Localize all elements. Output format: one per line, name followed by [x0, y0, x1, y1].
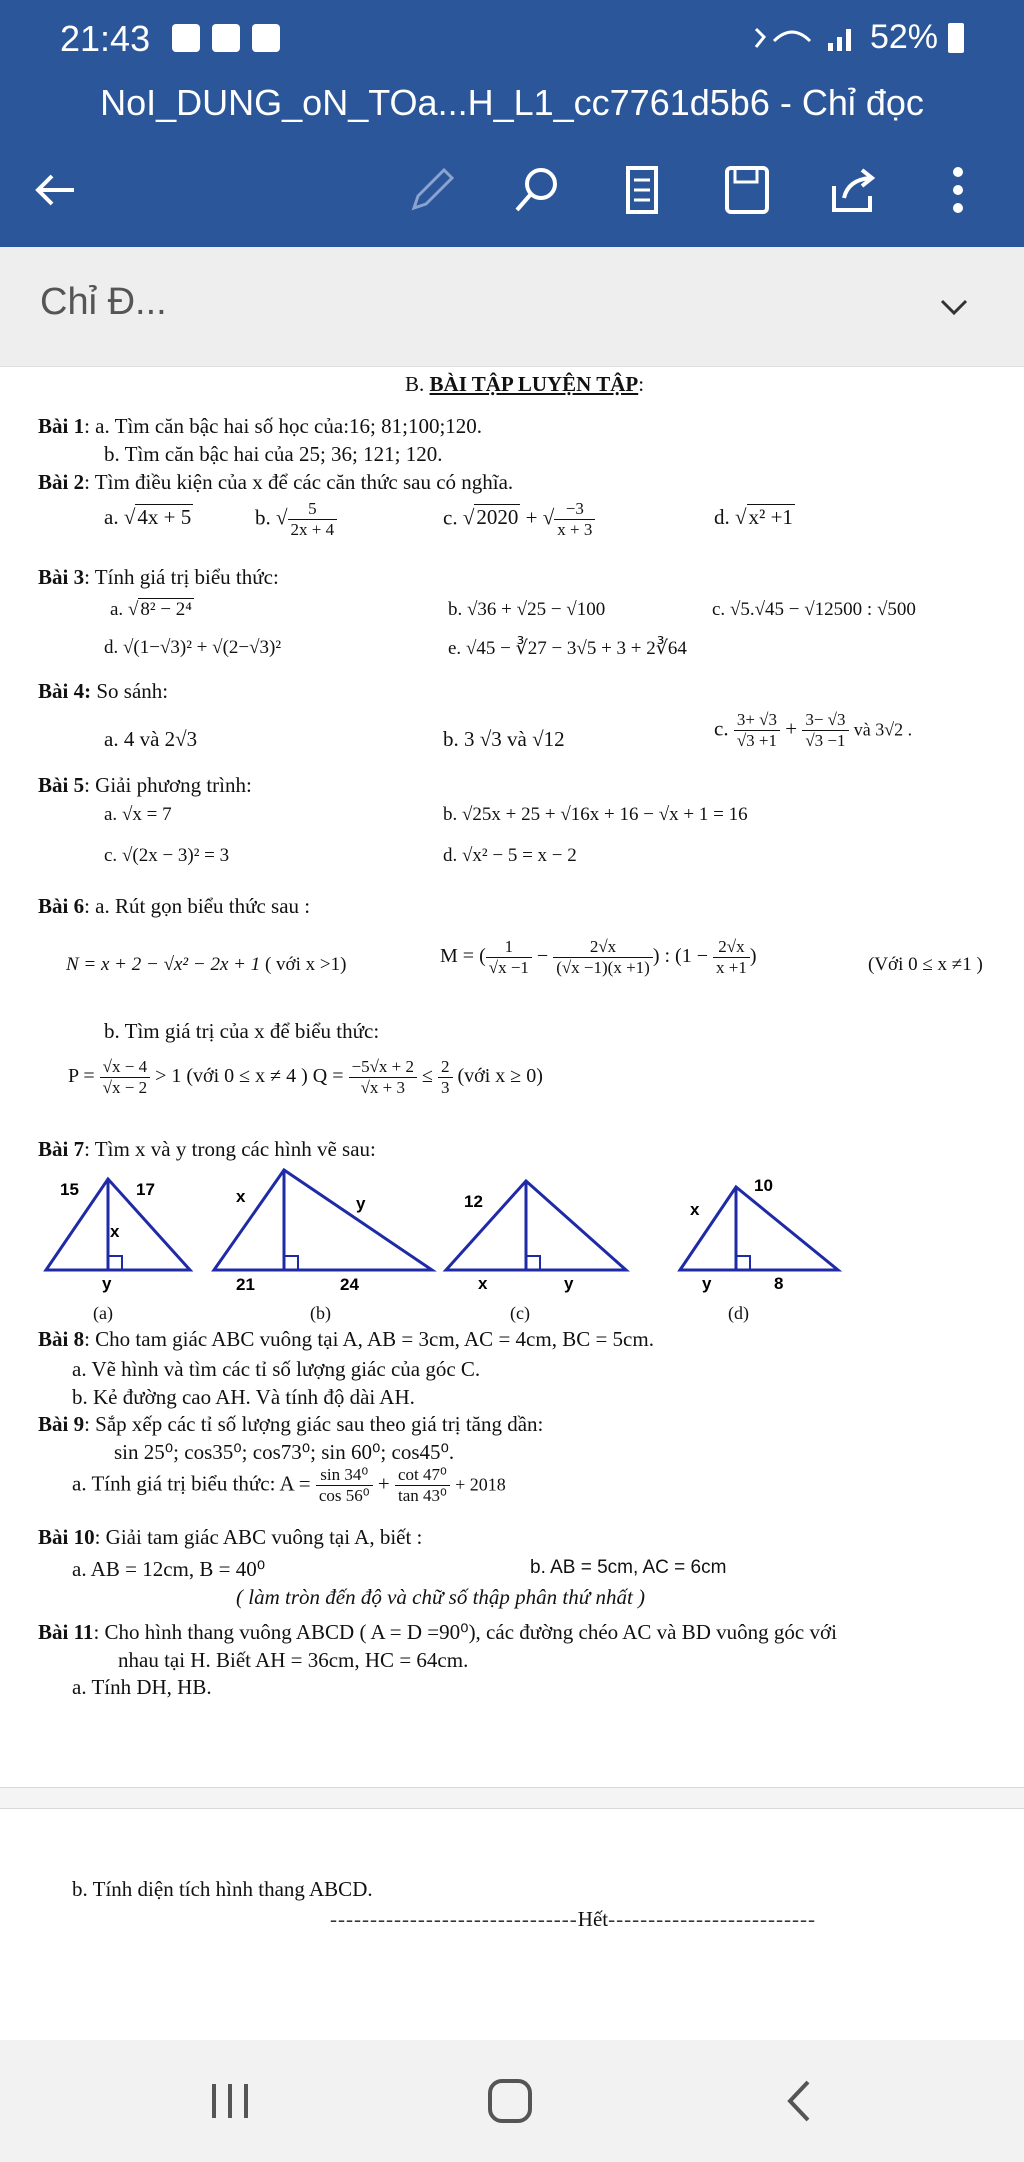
read-mode-dropdown[interactable]	[0, 247, 1024, 367]
fig-b-label-1: 21	[236, 1275, 255, 1294]
exercise-6: Bài 6: a. Rút gọn biểu thức sau :	[38, 894, 311, 918]
fig-d-x: x	[690, 1200, 700, 1219]
exercise-2: Bài 2: Tìm điều kiện của x để các căn thức sau có nghĩa.	[38, 470, 514, 494]
reading-view-icon[interactable]	[610, 158, 674, 222]
fig-d-y: y	[702, 1274, 712, 1293]
signal-wifi-icon	[750, 21, 860, 55]
exercise-10: Bài 10: Giải tam giác ABC vuông tại A, biết :	[38, 1525, 423, 1549]
document-page: B. BÀI TẬP LUYỆN TẬP: Bài 1: a. Tìm căn bậc hai số học của:16; 81;100;120. b. Tìm căn bậc hai của 25; 36; 121; 120. Bài 2: Tìm điều kiện của x để các căn thức sau có nghĩa. a. √4x + 5 b. √ $\frac{5}{2x + 4}$ c. √2020 + √ $\frac{-3}{x + 3}$ d. √x² +1 Bài 3: Tính giá trị biểu thức: a. √ 8² − 2⁴ b. √36 + √25 − √100 c. √5.√45 − √12500 : √500 d. √(1−√3)² + √(2−√3)² e. √45 − ∛27 − 3√5 + 3 + 2∛64 Bài 4: So sánh: a. 4 và 2√3 b. 3 √3 và √12 c. $\frac{3+ √3}{√3 +1}$ + $\frac{3- √3}{√3 -1}$ và 3√2 . Bài 5: Giải phương trình: a. √x = 7 b. √25x + 25 + √16x + 16 − √x + 1 = 16 c. √(2x − 3)² = 3 d. √x² − 5 = x − 2 Bài 6: a. Rút gọn biểu thức sau : N = x + 2 − √x² − 2x + 1 ( với x >1) M = ( $\frac{1}{√x -1}$ − $\frac{2√x}{(√x -1)(x +1)}$ ) : (1 − $\frac{2√x}{x +1}$ ) (Với 0 ≤ x ≠1 ) b. Tìm giá trị của x để biểu thức: P = $\frac{√x - 4}{√x - 2}$ > 1 (với 0 ≤ x ≠ 4 ) Q = $\frac{-5√x + 2}{√x + 3}$ ≤ $\frac{2}{3}$ (với x ≥ 0) Bài 7: Tìm x và y trong các hình vẽ sau: 15 17 x y x y 21 24 12 x y 10 x y 8 (a) (b) (c) (d) Bài 8: Cho tam giác ABC vuông tại A, AB = 3cm, AC = 4cm, BC = 5cm. a. Vẽ hình và tìm các tỉ số lượng giác của góc C. b. Kẻ đường cao AH. Và tính độ dài AH. Bài 9: Sắp xếp các tỉ số lượng giác sau theo giá trị tăng dần: sin 25⁰; cos35⁰; cos73⁰; sin 60⁰; cos45⁰. a. Tính giá trị biểu thức: A = $\frac{\text{sin 34⁰}}{\text{cos 56⁰}}$ + $\frac{\text{cot 47⁰}}{\text{tan 43⁰}}$ + 2018 Bài 10: Giải tam giác ABC vuông tại A, biết : a. AB = 12cm, B = 40⁰ b. AB = 5cm, AC = 6cm ( làm tròn đến độ và chữ số thập phân thứ nhất ) Bài 11: Cho hình thang vuông ABCD ( A = D =90⁰), các đường chéo AC và BD vuông góc với nhau tại H. Biết AH = 36cm, HC = 64cm. a. Tính DH, HB.	[0, 367, 1024, 1787]
fig-c-x: x	[478, 1274, 488, 1293]
document-page-2: b. Tính diện tích hình thang ABCD. -------------------------------Hết--------------------------	[0, 1809, 1024, 2039]
fig-c-caption: (c)	[510, 1303, 530, 1323]
fig-a-y: y	[102, 1274, 112, 1293]
chevron-down-icon[interactable]	[934, 287, 974, 327]
search-icon[interactable]	[505, 158, 569, 222]
toolbar	[0, 150, 1024, 230]
fig-c-label: 12	[464, 1192, 483, 1211]
nav-back-icon[interactable]	[770, 2076, 830, 2126]
document-title: NoI_DUNG_oN_TOa...H_L1_cc7761d5b6 - Chỉ đọc	[100, 82, 924, 123]
facebook-icon	[172, 24, 200, 52]
battery-icon	[948, 23, 964, 53]
recent-apps-icon[interactable]	[200, 2076, 260, 2126]
exercise-4: Bài 4: So sánh:	[38, 679, 169, 703]
exercise-9: Bài 9: Sắp xếp các tỉ số lượng giác sau theo giá trị tăng dần:	[38, 1412, 544, 1436]
read-mode-label: Chỉ Đ...	[40, 281, 167, 323]
exercise-1: Bài 1: a. Tìm căn bậc hai số học của:16; 81;100;120.	[38, 414, 483, 438]
status-time: 21:43	[60, 18, 151, 59]
exercise-3: Bài 3: Tính giá trị biểu thức:	[38, 565, 279, 589]
fig-a-label-2: 17	[136, 1180, 155, 1199]
exercise-7: Bài 7: Tìm x và y trong các hình vẽ sau:	[38, 1137, 376, 1161]
fig-d-label-1: 10	[754, 1176, 773, 1195]
fig-b-y: y	[356, 1194, 366, 1213]
section-heading: B. BÀI TẬP LUYỆN TẬP:	[405, 372, 645, 396]
back-arrow-icon[interactable]	[26, 158, 90, 222]
fig-a-x: x	[110, 1222, 120, 1241]
youtube-icon	[212, 24, 240, 52]
page-separator	[0, 1787, 1024, 1809]
home-icon[interactable]	[480, 2076, 540, 2126]
save-icon[interactable]	[715, 158, 779, 222]
fig-a-label-1: 15	[60, 1180, 79, 1199]
shopping-bag-icon	[252, 24, 280, 52]
app-bar	[0, 0, 1024, 247]
figure-b	[214, 1170, 432, 1270]
exercise-5: Bài 5: Giải phương trình:	[38, 773, 252, 797]
more-icon[interactable]	[926, 158, 990, 222]
exercise-11: Bài 11: Cho hình thang vuông ABCD ( A = D =90⁰), các đường chéo AC và BD vuông góc với	[38, 1620, 837, 1644]
status-bar	[0, 0, 1024, 78]
battery-percent: 52%	[869, 18, 938, 56]
end-marker: -------------------------------Hết--------------------------	[330, 1907, 816, 1931]
fig-b-label-2: 24	[340, 1275, 359, 1294]
exercise-8: Bài 8: Cho tam giác ABC vuông tại A, AB = 3cm, AC = 4cm, BC = 5cm.	[38, 1327, 654, 1351]
exercise-1b: b. Tìm căn bậc hai của 25; 36; 121; 120.	[104, 442, 443, 466]
fig-a-caption: (a)	[93, 1303, 113, 1323]
fig-b-x: x	[236, 1187, 246, 1206]
pen-icon[interactable]	[400, 158, 464, 222]
fig-c-y: y	[564, 1274, 574, 1293]
fig-b-caption: (b)	[310, 1303, 331, 1323]
fig-d-caption: (d)	[728, 1303, 749, 1323]
system-nav-bar	[0, 2040, 1024, 2162]
figure-d	[680, 1187, 838, 1270]
fig-d-label-2: 8	[774, 1274, 784, 1293]
share-icon[interactable]	[820, 158, 884, 222]
